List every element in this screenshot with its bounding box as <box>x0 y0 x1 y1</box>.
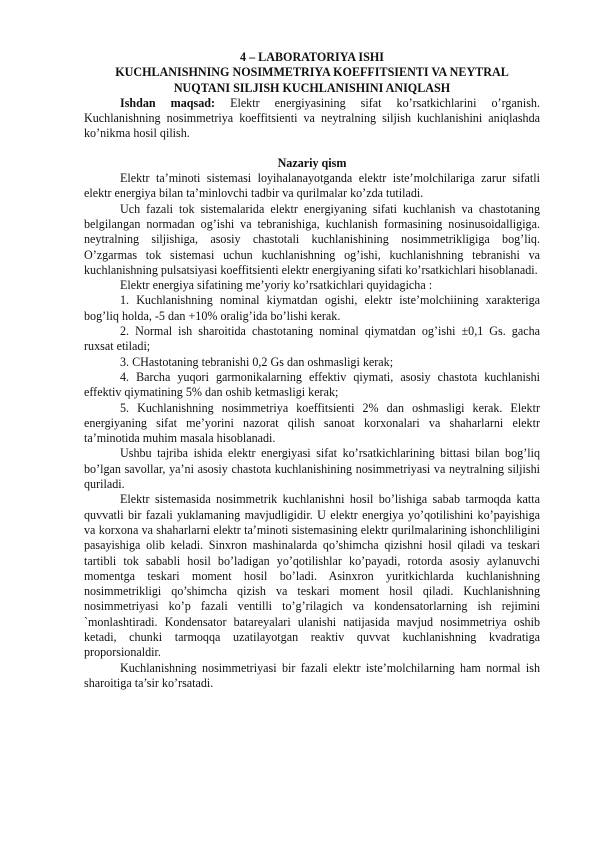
title-line-1: KUCHLANISHNING NOSIMMETRIYA KOEFFITSIENTI VA NEYTRAL <box>115 65 509 80</box>
theory-heading: Nazariy qism <box>277 155 347 170</box>
theory-paragraph: Ushbu tajriba ishida elektr energiyasi sifat ko’rsatkichlarining bittasi bilan bog’liq bo’lgan savollar, ya’ni asosiy chastota kuchlanishining nosimmetriyasi va neytralning siljishi quriladi. <box>84 446 540 492</box>
goal-paragraph <box>84 96 540 142</box>
theory-paragraph: Uch fazali tok sistemalarida elektr energiyaning sifati kuchlanish va chastotaning belgilangan normadan og’ishi va tebranishiga, kuchlanish formasining nosinusoidalligiga. neytralning siljishiga, asosiy chastotali kuchlanishining nosimmetrikligiga bog’liq. O’zgarmas tok sistemasi uchun kuchlanishning og’ishi, kuchlanishning tebranishi va kuchlanishning pulsatsiyasi koeffitsienti elektr energiyaning sifati ko’rsatkichlari hisoblanadi. <box>84 201 540 277</box>
theory-list-item-1: 1. Kuchlanishning nominal kiymatdan ogishi, elektr iste’molchiining xarakteriga bog’liq holda, -5 dan +10% oralig’ida bo’lishi kerak. <box>84 293 540 323</box>
theory-paragraph: Elektr ta’minoti sistemasi loyihalanayotganda elektr iste’molchilariga zarur sifatli elektr energiya bilan ta’minlovchi tadbir va qurilmalar ko’zda tutiladi. <box>84 171 540 201</box>
theory-list-item-4: 4. Barcha yuqori garmonikalarning effektiv qiymati, asosiy chastota kuchlanishi effektiv qiymatining 5% dan oshib ketmasligi kerak; <box>84 369 540 400</box>
theory-list-item-2: 2. Normal ish sharoitida chastotaning nominal qiymatdan og’ishi ±0,1 Gs. gacha ruxsat etiladi; <box>84 324 540 354</box>
theory-list-item-3: 3. CHastotaning tebranishi 0,2 Gs dan oshmasligi kerak; <box>120 354 394 369</box>
goal-text: Elektr energiyasining sifat ko’rsatkichlarini o’rganish. Kuchlanishning nosimmetriya koeffitsienti va neytralning siljish kuchlanishini aniqlashda ko’nikma hosil qilish. <box>84 95 540 141</box>
theory-paragraph: Kuchlanishning nosimmetriyasi bir fazali elektr iste’molchilarning ham normal ish sharoitiga ta’sir ko’rsatadi. <box>84 660 540 690</box>
theory-list-item-5: 5. Kuchlanishning nosimmetriya koeffitsienti 2% dan oshmasligi kerak. Elektr energiyaning sifat me’yorini nazorat qilish sanoat korxonalari va shaharlarni elektr ta’minotida muhim masala hisoblanadi. <box>84 400 540 446</box>
theory-paragraph: Elektr sistemasida nosimmetrik kuchlanishni hosil bo’lishiga sabab tarmoqda katta quvvatli bir fazali yuklamaning mavjudligidir. U elektr energiya yo’qotilishini ko’payishiga va korxona va shaharlarni elektr ta’minoti sistemasining elektr qurilmalarining ishonchliligini pasayishiga olib keladi. Sinxron mashinalarda qo’shimcha qizishni hosil qiladi va teskari tartibli tok sababli hosil bo’ladigan yo’qotilishlar ko’payadi, rotorda asosiy aylanuvchi momentga teskari moment hosil bo’ladi. Asinxron yuritkichlarda kuchlanishning nosimmetrikligi qo’shimcha qizish va teskari moment hosil qiladi. Kuchlanishning nosimmetriyasi ko’p fazali ventilli to’g’rilagich va kondensatorlarning ish rejimini `monlashtiradi. Kondensator batareyalari ulanishi natijasida mavjud nosimmetriya oshib ketadi, chunki tarmoqqa uzatilayotgan reaktiv quvvat kuchlanishning kvadratiga proporsionaldir. <box>84 492 540 660</box>
theory-paragraph: Elektr energiya sifatining me’yoriy ko’rsatkichlari quyidagicha : <box>120 278 433 293</box>
lab-number: 4 – LABORATORIYA ISHI <box>240 50 384 64</box>
title-line-2: NUQTANI SILJISH KUCHLANISHINI ANIQLASH <box>173 80 451 95</box>
goal-label: Ishdan maqsad: <box>120 95 216 110</box>
